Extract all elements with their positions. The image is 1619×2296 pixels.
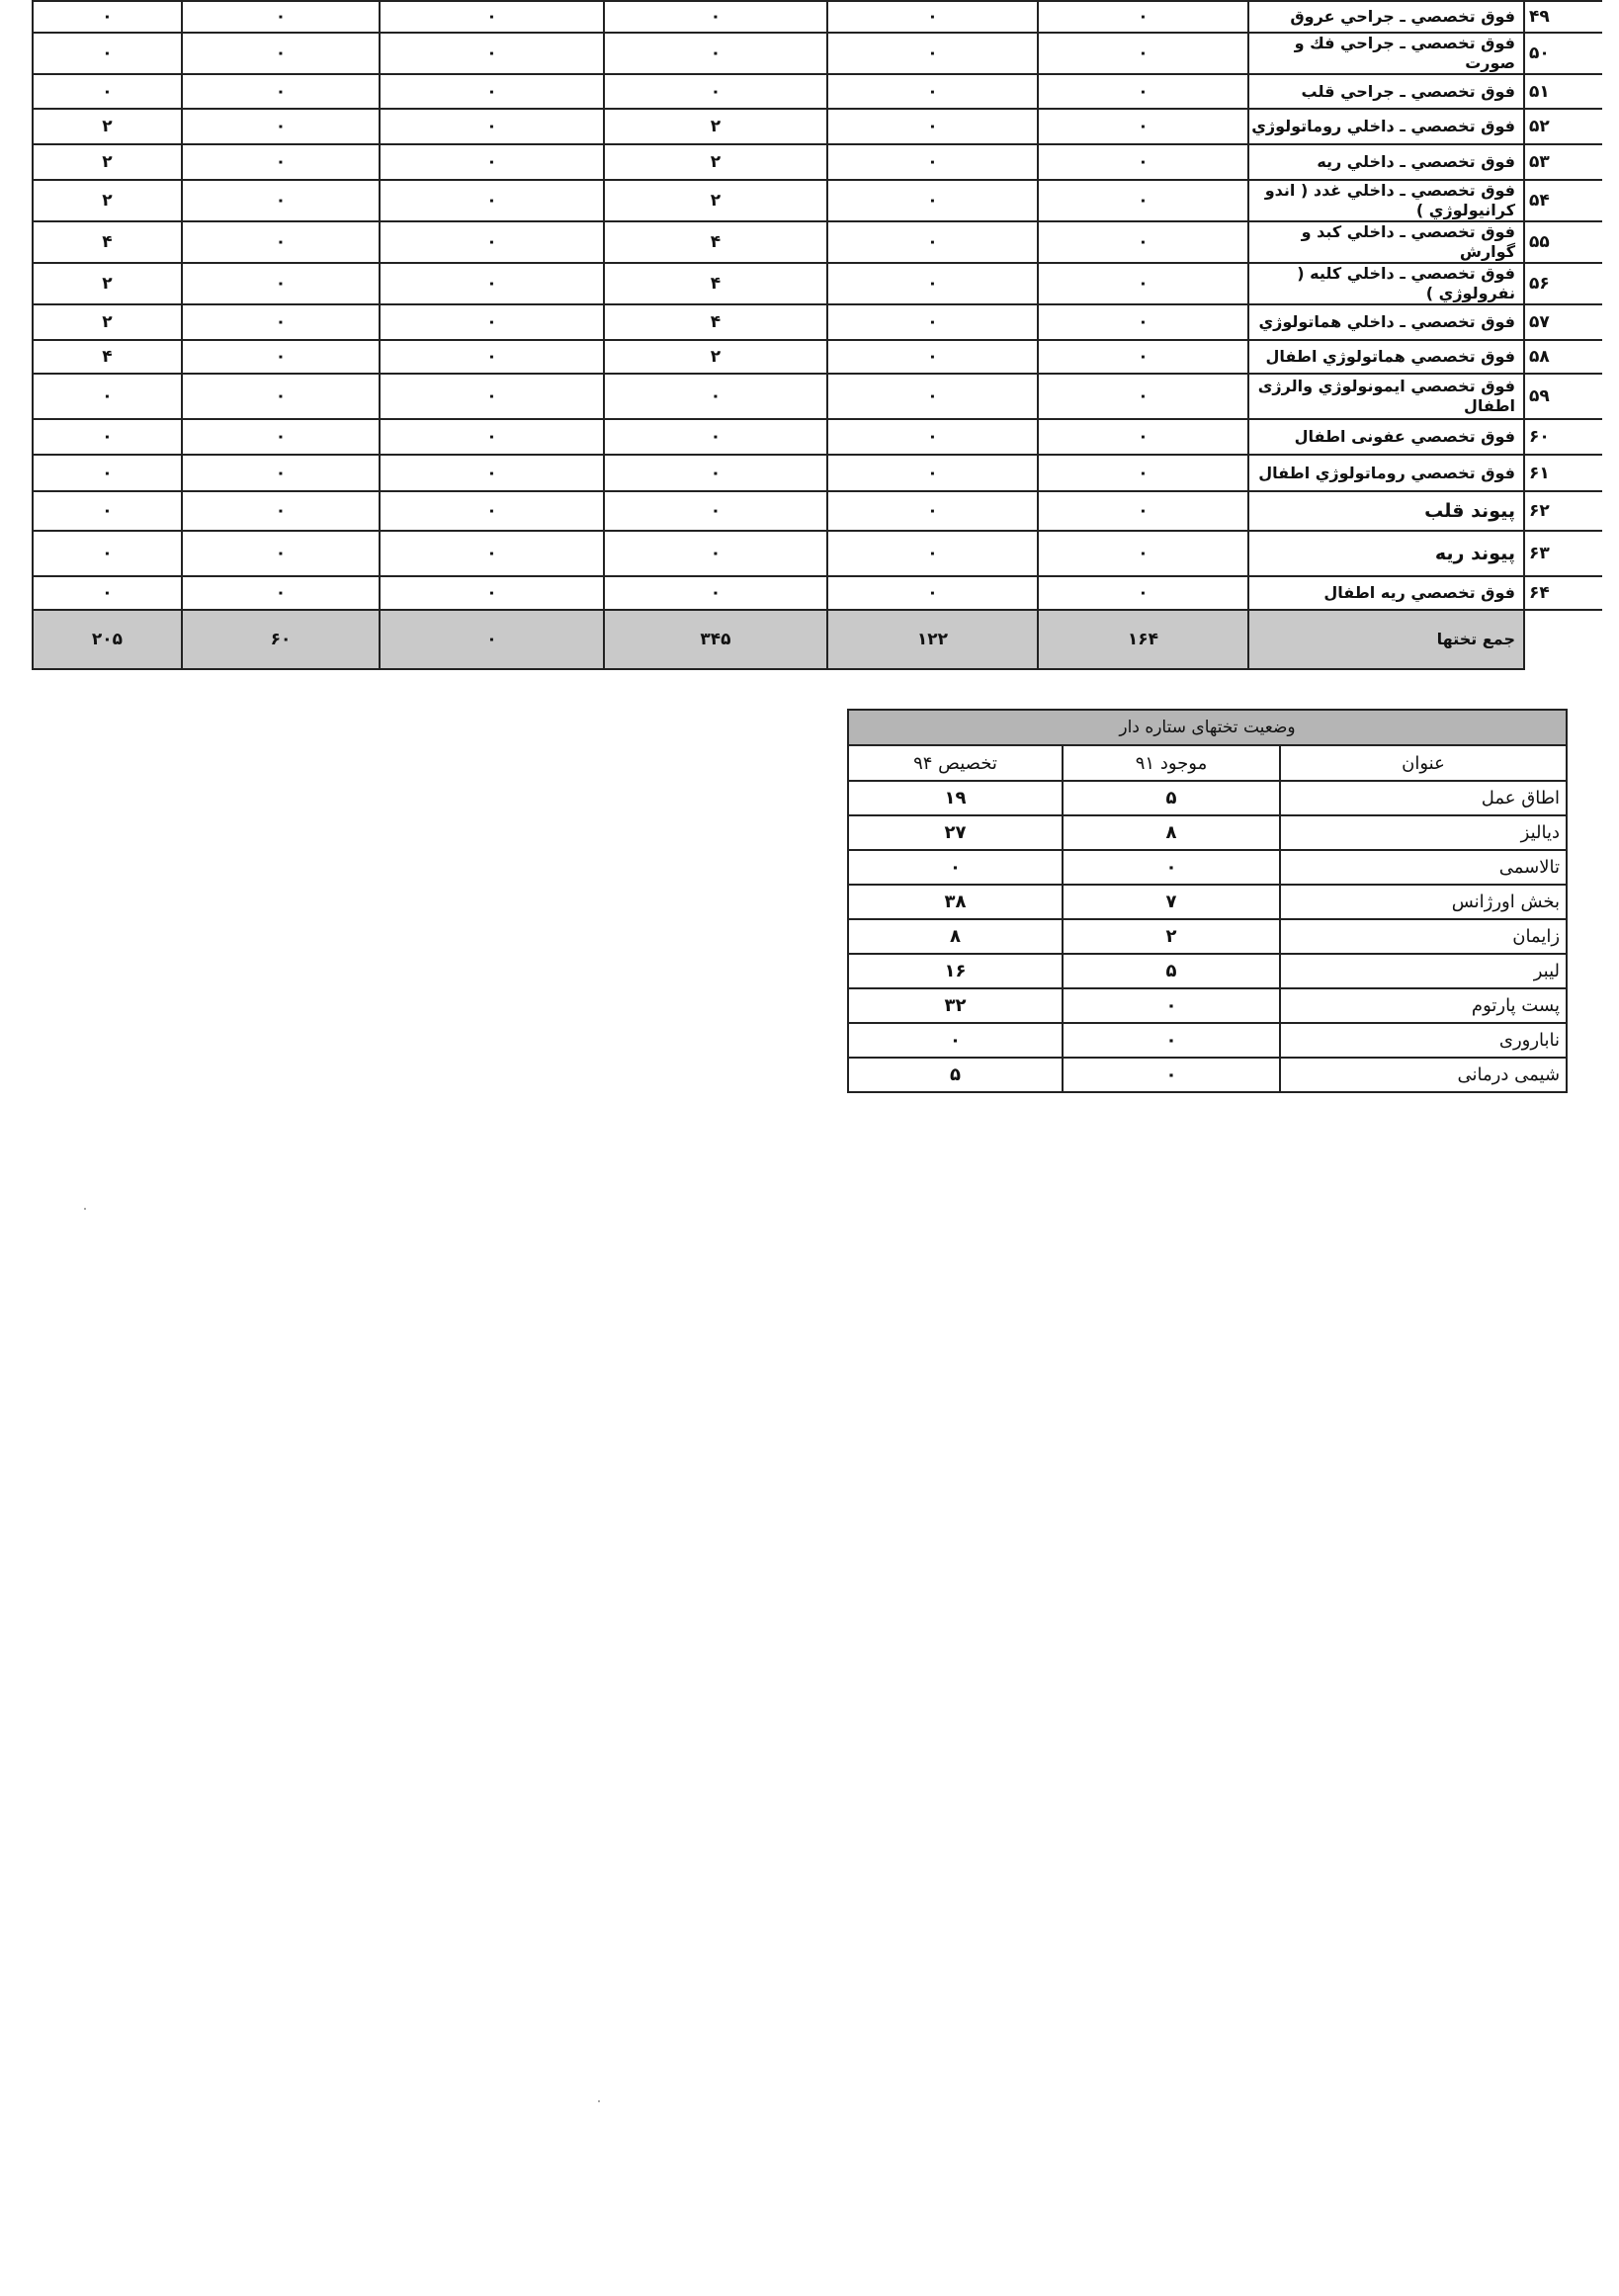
row-title: فوق تخصصي ـ داخلي كليه ( نفرولوژي ) — [1248, 263, 1524, 304]
header-title: عنوان — [1280, 745, 1567, 781]
starred-row — [848, 885, 1567, 919]
value-cell-c3: ۰ — [604, 531, 827, 576]
value-cell-c5: ۰ — [182, 74, 380, 109]
row-number: ۵۸ — [1524, 340, 1602, 374]
value-cell-c2: ۰ — [827, 1, 1038, 33]
total-label: جمع تختها — [1248, 610, 1524, 669]
starred-row — [848, 850, 1567, 885]
value-cell-c5: ۰ — [182, 374, 380, 419]
existing-cell: ۷ — [1063, 885, 1280, 919]
allocated-cell: ۰ — [848, 850, 1063, 885]
value-cell-c6: ۰ — [33, 1, 182, 33]
value-cell-c6: ۴ — [33, 221, 182, 263]
scan-speck — [598, 2100, 600, 2102]
total-cell-c6: ۲۰۵ — [33, 610, 182, 669]
total-blank-cell — [1524, 610, 1602, 669]
existing-cell: ۵ — [1063, 781, 1280, 815]
name-cell: بخش اورژانس — [1280, 885, 1567, 919]
row-number: ۴۹ — [1524, 1, 1602, 33]
allocated-cell: ۳۲ — [848, 988, 1063, 1023]
starred-row — [848, 988, 1567, 1023]
table-row — [33, 1, 1602, 33]
value-cell-c3: ۰ — [604, 576, 827, 610]
value-cell-c2: ۰ — [827, 374, 1038, 419]
value-cell-c2: ۰ — [827, 74, 1038, 109]
name-cell: دیالیز — [1280, 815, 1567, 850]
row-title: فوق تخصصي ـ داخلي روماتولوژي — [1248, 109, 1524, 144]
allocated-cell: ۲۷ — [848, 815, 1063, 850]
starred-row — [848, 1058, 1567, 1092]
value-cell-c4: ۰ — [380, 491, 604, 531]
existing-cell: ۵ — [1063, 954, 1280, 988]
value-cell-c3: ۲ — [604, 340, 827, 374]
value-cell-c6: ۰ — [33, 491, 182, 531]
table-row — [33, 340, 1602, 374]
value-cell-c3: ۲ — [604, 180, 827, 221]
table-row — [33, 491, 1602, 531]
row-title: فوق تخصصي ايمونولوژي والرژی اطفال — [1248, 374, 1524, 419]
value-cell-c5: ۰ — [182, 576, 380, 610]
value-cell-c6: ۰ — [33, 455, 182, 491]
value-cell-c5: ۰ — [182, 419, 380, 455]
row-title: فوق تخصصي ـ داخلي كبد و گوارش — [1248, 221, 1524, 263]
value-cell-c4: ۰ — [380, 109, 604, 144]
value-cell-c6: ۲ — [33, 109, 182, 144]
table-row — [33, 33, 1602, 74]
table-row — [33, 304, 1602, 340]
name-cell: اطاق عمل — [1280, 781, 1567, 815]
value-cell-c6: ۴ — [33, 340, 182, 374]
value-cell-c5: ۰ — [182, 221, 380, 263]
value-cell-c4: ۰ — [380, 144, 604, 180]
table-row — [33, 374, 1602, 419]
value-cell-c6: ۰ — [33, 374, 182, 419]
value-cell-c2: ۰ — [827, 455, 1038, 491]
value-cell-c5: ۰ — [182, 340, 380, 374]
row-title: فوق تخصصي ـ داخلي ريه — [1248, 144, 1524, 180]
table-row — [33, 74, 1602, 109]
value-cell-c4: ۰ — [380, 74, 604, 109]
value-cell-c2: ۰ — [827, 304, 1038, 340]
existing-cell: ۰ — [1063, 988, 1280, 1023]
value-cell-c3: ۴ — [604, 221, 827, 263]
value-cell-c5: ۰ — [182, 455, 380, 491]
value-cell-c6: ۰ — [33, 74, 182, 109]
starred-beds-table — [847, 709, 1568, 1093]
value-cell-c3: ۰ — [604, 374, 827, 419]
value-cell-c1: ۰ — [1038, 374, 1248, 419]
starred-row — [848, 919, 1567, 954]
value-cell-c3: ۰ — [604, 1, 827, 33]
name-cell: شیمی درمانی — [1280, 1058, 1567, 1092]
allocated-cell: ۱۹ — [848, 781, 1063, 815]
name-cell: تالاسمی — [1280, 850, 1567, 885]
value-cell-c1: ۰ — [1038, 531, 1248, 576]
row-number: ۵۵ — [1524, 221, 1602, 263]
value-cell-c3: ۴ — [604, 304, 827, 340]
value-cell-c6: ۲ — [33, 180, 182, 221]
total-cell-c2: ۱۲۲ — [827, 610, 1038, 669]
total-cell-c4: ۰ — [380, 610, 604, 669]
header-existing-91: موجود ۹۱ — [1063, 745, 1280, 781]
row-title: پیوند قلب — [1248, 491, 1524, 531]
value-cell-c5: ۰ — [182, 144, 380, 180]
row-number: ۵۱ — [1524, 74, 1602, 109]
value-cell-c2: ۰ — [827, 491, 1038, 531]
value-cell-c2: ۰ — [827, 109, 1038, 144]
value-cell-c1: ۰ — [1038, 340, 1248, 374]
row-number: ۵۹ — [1524, 374, 1602, 419]
value-cell-c6: ۰ — [33, 419, 182, 455]
value-cell-c2: ۰ — [827, 531, 1038, 576]
beds-table — [32, 0, 1602, 670]
value-cell-c5: ۰ — [182, 304, 380, 340]
value-cell-c2: ۰ — [827, 144, 1038, 180]
row-number: ۵۰ — [1524, 33, 1602, 74]
total-cell-c1: ۱۶۴ — [1038, 610, 1248, 669]
value-cell-c1: ۰ — [1038, 455, 1248, 491]
starred-beds-caption: وضعیت تختهای ستاره دار — [848, 710, 1567, 745]
value-cell-c3: ۲ — [604, 144, 827, 180]
row-number: ۶۱ — [1524, 455, 1602, 491]
value-cell-c4: ۰ — [380, 455, 604, 491]
row-number: ۶۲ — [1524, 491, 1602, 531]
value-cell-c6: ۰ — [33, 576, 182, 610]
value-cell-c2: ۰ — [827, 221, 1038, 263]
table-row — [33, 419, 1602, 455]
value-cell-c1: ۰ — [1038, 576, 1248, 610]
starred-row — [848, 954, 1567, 988]
value-cell-c4: ۰ — [380, 531, 604, 576]
value-cell-c1: ۰ — [1038, 263, 1248, 304]
value-cell-c6: ۰ — [33, 531, 182, 576]
value-cell-c4: ۰ — [380, 340, 604, 374]
value-cell-c3: ۰ — [604, 419, 827, 455]
header-allocated-94: تخصیص ۹۴ — [848, 745, 1063, 781]
value-cell-c6: ۰ — [33, 33, 182, 74]
value-cell-c3: ۰ — [604, 491, 827, 531]
value-cell-c4: ۰ — [380, 33, 604, 74]
value-cell-c5: ۰ — [182, 33, 380, 74]
value-cell-c4: ۰ — [380, 180, 604, 221]
row-number: ۵۷ — [1524, 304, 1602, 340]
row-title: فوق تخصصي عفونی اطفال — [1248, 419, 1524, 455]
value-cell-c3: ۰ — [604, 33, 827, 74]
value-cell-c1: ۰ — [1038, 1, 1248, 33]
value-cell-c2: ۰ — [827, 33, 1038, 74]
value-cell-c6: ۲ — [33, 144, 182, 180]
table-row — [33, 221, 1602, 263]
value-cell-c4: ۰ — [380, 419, 604, 455]
row-number: ۵۶ — [1524, 263, 1602, 304]
name-cell: پست پارتوم — [1280, 988, 1567, 1023]
row-title: فوق تخصصي ـ جراحي فك و صورت — [1248, 33, 1524, 74]
value-cell-c1: ۰ — [1038, 109, 1248, 144]
row-title: فوق تخصصي ـ داخلي غدد ( اندو كرانيولوژي ) — [1248, 180, 1524, 221]
table-row — [33, 109, 1602, 144]
row-number: ۶۳ — [1524, 531, 1602, 576]
row-title: فوق تخصصي ريه اطفال — [1248, 576, 1524, 610]
value-cell-c5: ۰ — [182, 1, 380, 33]
value-cell-c2: ۰ — [827, 263, 1038, 304]
name-cell: زایمان — [1280, 919, 1567, 954]
value-cell-c2: ۰ — [827, 180, 1038, 221]
value-cell-c1: ۰ — [1038, 304, 1248, 340]
row-number: ۵۳ — [1524, 144, 1602, 180]
scan-speck — [84, 1208, 86, 1210]
value-cell-c5: ۰ — [182, 263, 380, 304]
table-row — [33, 455, 1602, 491]
value-cell-c4: ۰ — [380, 576, 604, 610]
value-cell-c2: ۰ — [827, 576, 1038, 610]
value-cell-c1: ۰ — [1038, 33, 1248, 74]
value-cell-c5: ۰ — [182, 109, 380, 144]
total-cell-c5: ۶۰ — [182, 610, 380, 669]
value-cell-c1: ۰ — [1038, 491, 1248, 531]
value-cell-c2: ۰ — [827, 340, 1038, 374]
starred-row — [848, 1023, 1567, 1058]
total-cell-c3: ۳۴۵ — [604, 610, 827, 669]
value-cell-c1: ۰ — [1038, 419, 1248, 455]
value-cell-c3: ۴ — [604, 263, 827, 304]
value-cell-c1: ۰ — [1038, 74, 1248, 109]
row-title: پیوند ریه — [1248, 531, 1524, 576]
value-cell-c3: ۲ — [604, 109, 827, 144]
value-cell-c6: ۲ — [33, 263, 182, 304]
total-row — [33, 610, 1602, 669]
row-title: فوق تخصصي ـ جراحي قلب — [1248, 74, 1524, 109]
name-cell: لیبر — [1280, 954, 1567, 988]
table-row — [33, 180, 1602, 221]
value-cell-c3: ۰ — [604, 74, 827, 109]
value-cell-c6: ۲ — [33, 304, 182, 340]
allocated-cell: ۱۶ — [848, 954, 1063, 988]
value-cell-c4: ۰ — [380, 304, 604, 340]
value-cell-c4: ۰ — [380, 1, 604, 33]
row-title: فوق تخصصي روماتولوژي اطفال — [1248, 455, 1524, 491]
value-cell-c1: ۰ — [1038, 221, 1248, 263]
existing-cell: ۸ — [1063, 815, 1280, 850]
table-row — [33, 531, 1602, 576]
value-cell-c4: ۰ — [380, 221, 604, 263]
row-number: ۵۲ — [1524, 109, 1602, 144]
value-cell-c4: ۰ — [380, 374, 604, 419]
value-cell-c5: ۰ — [182, 491, 380, 531]
allocated-cell: ۵ — [848, 1058, 1063, 1092]
value-cell-c5: ۰ — [182, 180, 380, 221]
row-number: ۶۰ — [1524, 419, 1602, 455]
allocated-cell: ۰ — [848, 1023, 1063, 1058]
existing-cell: ۰ — [1063, 1058, 1280, 1092]
row-number: ۵۴ — [1524, 180, 1602, 221]
existing-cell: ۰ — [1063, 850, 1280, 885]
name-cell: ناباروری — [1280, 1023, 1567, 1058]
table-row — [33, 576, 1602, 610]
table-row — [33, 263, 1602, 304]
row-title: فوق تخصصي ـ داخلي هماتولوژي — [1248, 304, 1524, 340]
starred-row — [848, 781, 1567, 815]
value-cell-c4: ۰ — [380, 263, 604, 304]
table-row — [33, 144, 1602, 180]
allocated-cell: ۸ — [848, 919, 1063, 954]
existing-cell: ۰ — [1063, 1023, 1280, 1058]
value-cell-c3: ۰ — [604, 455, 827, 491]
row-title: فوق تخصصي ـ جراحي عروق — [1248, 1, 1524, 33]
value-cell-c5: ۰ — [182, 531, 380, 576]
allocated-cell: ۳۸ — [848, 885, 1063, 919]
starred-row — [848, 815, 1567, 850]
value-cell-c1: ۰ — [1038, 180, 1248, 221]
existing-cell: ۲ — [1063, 919, 1280, 954]
row-title: فوق تخصصي هماتولوژي اطفال — [1248, 340, 1524, 374]
value-cell-c1: ۰ — [1038, 144, 1248, 180]
value-cell-c2: ۰ — [827, 419, 1038, 455]
row-number: ۶۴ — [1524, 576, 1602, 610]
